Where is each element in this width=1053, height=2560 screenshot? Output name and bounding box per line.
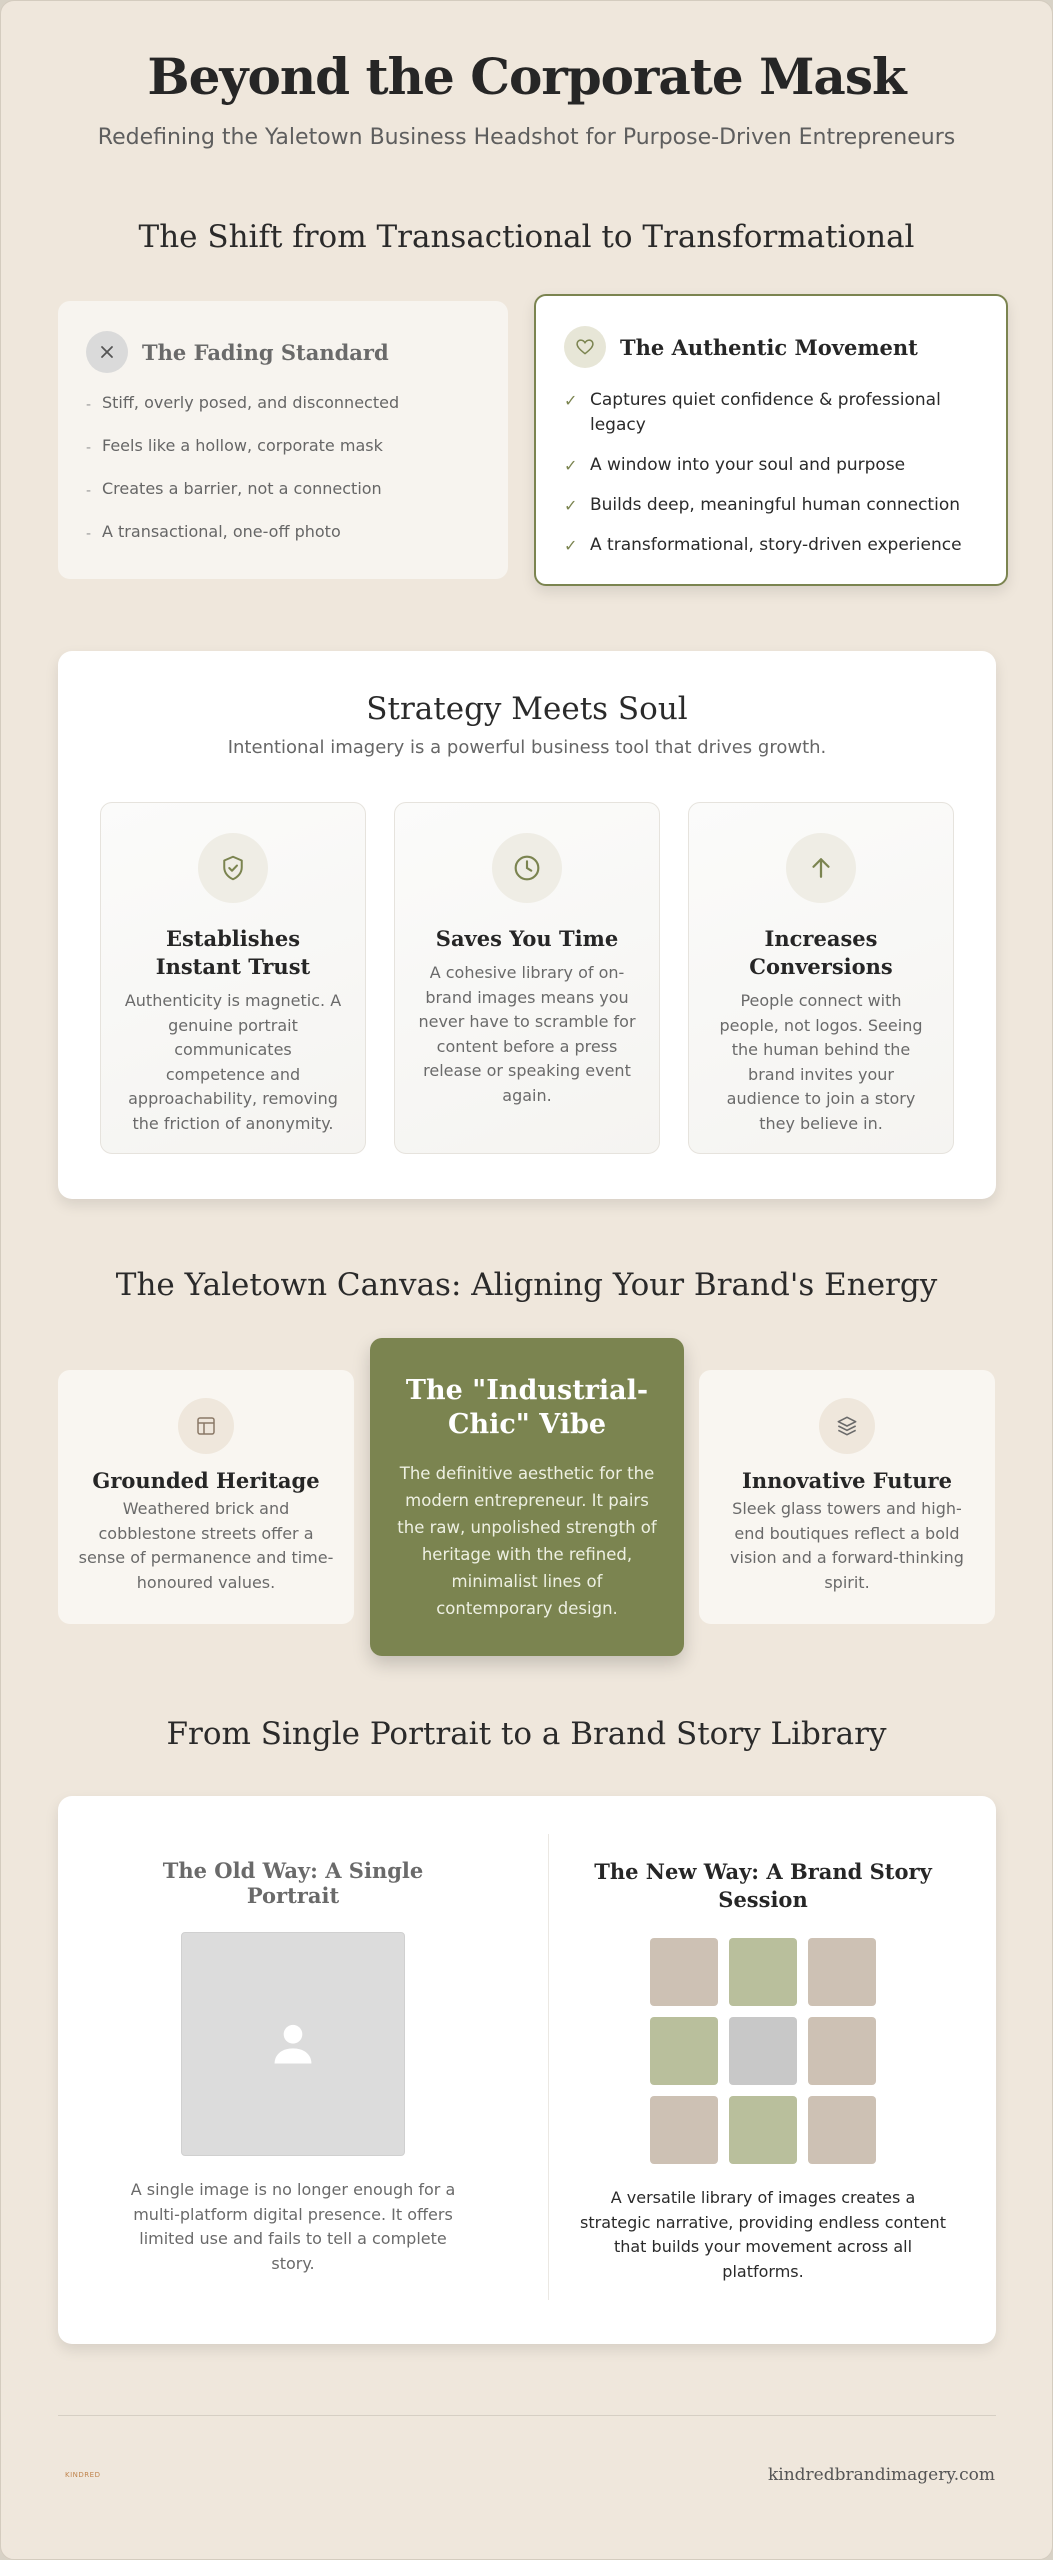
image-tile bbox=[650, 1938, 718, 2006]
strategy-card bbox=[58, 651, 996, 1199]
grounded-heritage-title: Grounded Heritage bbox=[92, 1468, 320, 1493]
feature-card-trust bbox=[100, 802, 366, 1154]
single-portrait-placeholder bbox=[181, 1932, 405, 2156]
image-tile bbox=[650, 2096, 718, 2164]
shield-check-icon bbox=[198, 833, 268, 903]
old-way-text: A single image is no longer enough for a multi-platform digital presence. It offers limited use and fails to tell a complete story. bbox=[130, 2180, 456, 2273]
feature-card-conversions bbox=[688, 802, 954, 1154]
list-item-text: Feels like a hollow, corporate mask bbox=[102, 436, 383, 455]
feature-title: Saves You Time bbox=[435, 926, 619, 951]
list-item-text: Builds deep, meaningful human connection bbox=[590, 495, 960, 515]
list-item bbox=[86, 436, 480, 458]
image-tile bbox=[729, 2017, 797, 2085]
image-tile bbox=[650, 2017, 718, 2085]
industrial-chic-title: The "Industrial-Chic" Vibe bbox=[405, 1375, 649, 1440]
old-way-title: The Old Way: A Single Portrait bbox=[162, 1858, 424, 1908]
dash-icon: - bbox=[86, 397, 92, 413]
divider bbox=[548, 1834, 549, 2300]
dash-icon: - bbox=[86, 440, 92, 456]
x-icon bbox=[86, 331, 128, 373]
page-title: Beyond the Corporate Mask bbox=[147, 47, 906, 106]
list-item bbox=[564, 533, 978, 558]
innovative-future-title: Innovative Future bbox=[742, 1468, 952, 1493]
feature-text: A cohesive library of on-brand images means you never have to scramble for content before a press release or speaking event again. bbox=[418, 963, 636, 1105]
library-section-title: From Single Portrait to a Brand Story Library bbox=[166, 1716, 887, 1752]
arrow-up-icon bbox=[786, 833, 856, 903]
industrial-chic-card bbox=[370, 1338, 684, 1656]
new-way-column bbox=[578, 1858, 948, 2284]
new-way-title: The New Way: A Brand Story Session bbox=[594, 1859, 932, 1912]
canvas-section-title: The Yaletown Canvas: Aligning Your Brand's Energy bbox=[115, 1267, 938, 1303]
innovative-future-text: Sleek glass towers and high-end boutiques reflect a bold vision and a forward-thinking spirit. bbox=[730, 1499, 964, 1592]
list-item-text: Captures quiet confidence & professional legacy bbox=[590, 390, 941, 435]
footer-logo[interactable] bbox=[65, 2471, 100, 2479]
image-tile bbox=[808, 2096, 876, 2164]
list-item bbox=[86, 393, 480, 415]
list-item bbox=[86, 479, 480, 501]
authentic-movement-card bbox=[534, 294, 1008, 586]
list-item bbox=[564, 493, 978, 518]
check-icon: ✓ bbox=[564, 456, 578, 475]
feature-title: Increases Conversions bbox=[749, 926, 893, 979]
image-tile bbox=[729, 2096, 797, 2164]
list-item-text: Stiff, overly posed, and disconnected bbox=[102, 393, 400, 412]
list-item bbox=[86, 522, 480, 544]
grounded-heritage-text: Weathered brick and cobblestone streets offer a sense of permanence and time-honoured values. bbox=[78, 1499, 334, 1592]
innovative-future-card bbox=[699, 1370, 995, 1624]
user-icon bbox=[267, 2018, 319, 2070]
heart-icon bbox=[564, 326, 606, 368]
library-card bbox=[58, 1796, 996, 2344]
check-icon: ✓ bbox=[564, 536, 578, 555]
image-tile bbox=[808, 2017, 876, 2085]
grounded-heritage-card bbox=[58, 1370, 354, 1624]
clock-icon bbox=[492, 833, 562, 903]
layers-icon bbox=[819, 1398, 875, 1454]
authentic-movement-title: The Authentic Movement bbox=[620, 334, 918, 360]
feature-text: Authenticity is magnetic. A genuine portrait communicates competence and approachability, removing the friction of anonymity. bbox=[124, 991, 342, 1133]
layout-icon bbox=[178, 1398, 234, 1454]
list-item-text: Creates a barrier, not a connection bbox=[102, 479, 382, 498]
image-tile bbox=[808, 1938, 876, 2006]
fading-standard-card bbox=[58, 301, 508, 579]
feature-title: Establishes Instant Trust bbox=[155, 926, 311, 979]
dash-icon: - bbox=[86, 526, 92, 542]
feature-text: People connect with people, not logos. Seeing the human behind the brand invites your audience to join a story they believe in. bbox=[719, 991, 923, 1133]
list-item-text: A window into your soul and purpose bbox=[590, 455, 906, 475]
image-tile bbox=[729, 1938, 797, 2006]
strategy-subtitle: Intentional imagery is a powerful business tool that drives growth. bbox=[227, 737, 827, 758]
check-icon: ✓ bbox=[564, 496, 578, 515]
list-item-text: A transactional, one-off photo bbox=[102, 522, 341, 541]
footer-divider bbox=[58, 2415, 996, 2416]
feature-card-time bbox=[394, 802, 660, 1154]
footer-url[interactable]: kindredbrandimagery.com bbox=[767, 2465, 995, 2485]
strategy-title: Strategy Meets Soul bbox=[366, 691, 688, 727]
list-item bbox=[564, 388, 978, 438]
new-way-text: A versatile library of images creates a strategic narrative, providing endless content that builds your movement across all platforms. bbox=[580, 2188, 946, 2281]
fading-standard-title: The Fading Standard bbox=[142, 339, 389, 365]
check-icon: ✓ bbox=[564, 391, 578, 410]
logo-text: KINDRED bbox=[65, 2471, 101, 2479]
industrial-chic-text: The definitive aesthetic for the modern entrepreneur. It pairs the raw, unpolished strength of heritage with the refined, minimalist lines of contemporary design. bbox=[397, 1464, 657, 1618]
list-item-text: A transformational, story-driven experience bbox=[590, 535, 962, 555]
dash-icon: - bbox=[86, 483, 92, 499]
old-way-column bbox=[128, 1858, 458, 2276]
brand-story-grid bbox=[578, 1938, 948, 2164]
list-item bbox=[564, 453, 978, 478]
page-subtitle: Redefining the Yaletown Business Headshot for Purpose-Driven Entrepreneurs bbox=[97, 125, 956, 150]
shift-section-title: The Shift from Transactional to Transformational bbox=[138, 219, 915, 255]
